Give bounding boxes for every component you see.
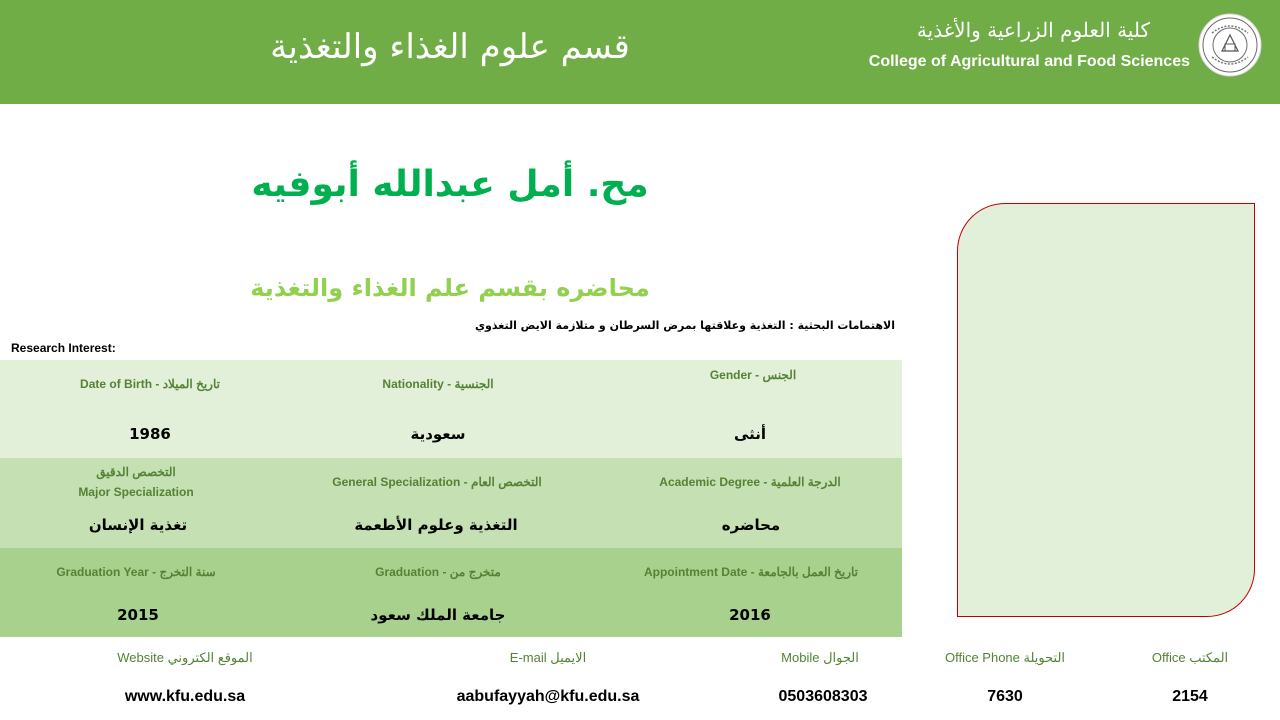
gender-label: Gender - الجنس (709, 368, 797, 382)
graduation-year-value: 2015 (117, 606, 159, 624)
major-specialization-label-english: Major Specialization (78, 485, 194, 499)
office-phone-value: 7630 (987, 688, 1023, 705)
research-interest-arabic: الاهتمامات البحثية : التغذية وعلاقتها بمرض السرطان و متلازمة الايض التغذوي (474, 319, 895, 332)
header-bar (0, 0, 1280, 104)
mobile-value: 0503608303 (778, 688, 868, 705)
office-phone-label: Office Phone التحويلة (944, 650, 1066, 665)
office-value: 2154 (1172, 688, 1208, 705)
college-name-arabic: كلية العلوم الزراعية والأغذية (916, 18, 1150, 42)
office-label: Office المكتب (1151, 650, 1229, 665)
major-specialization-value: تغذية الإنسان (88, 516, 188, 534)
photo-frame (957, 203, 1255, 617)
appointment-date-label: Appointment Date - تاريخ العمل بالجامعة (643, 565, 859, 579)
university-seal-icon (1198, 13, 1262, 77)
research-interest-label: Research Interest: (11, 341, 116, 355)
general-specialization-label: General Specialization - التخصص العام (332, 475, 542, 489)
nationality-label: Nationality - الجنسية (382, 377, 494, 391)
department-title: قسم علوم الغذاء والتغذية (270, 27, 630, 67)
website-label: Website الموقع الكتروني (117, 650, 253, 665)
graduation-year-label: Graduation Year - سنة التخرج (56, 565, 216, 579)
graduated-from-value: جامعة الملك سعود (370, 606, 506, 624)
faculty-position: محاضره بقسم علم الغذاء والتغذية (250, 274, 650, 302)
email-value[interactable]: aabufayyah@kfu.edu.sa (456, 688, 640, 705)
info-row-personal (0, 360, 902, 458)
faculty-name: مح. أمل عبدالله أبوفيه (251, 164, 649, 205)
appointment-date-value: 2016 (729, 606, 771, 624)
email-label: E-mail الايميل (509, 650, 587, 665)
website-value[interactable]: www.kfu.edu.sa (124, 688, 246, 705)
date-of-birth-label: Date of Birth - تاريخ الميلاد (80, 377, 220, 391)
mobile-label: Mobile الجوال (781, 650, 859, 665)
general-specialization-value: التغذية وعلوم الأطعمة (354, 516, 518, 534)
nationality-value: سعودية (410, 425, 466, 443)
major-specialization-label-arabic: التخصص الدقيق (96, 465, 176, 479)
gender-value: أنثى (733, 425, 767, 443)
academic-degree-label: Academic Degree - الدرجة العلمية (659, 475, 841, 489)
academic-degree-value: محاضره (721, 516, 781, 534)
graduated-from-label: Graduation - متخرج من (375, 565, 501, 579)
college-name-english: College of Agricultural and Food Sciences (868, 53, 1190, 70)
date-of-birth-value: 1986 (129, 425, 171, 443)
info-row-academic (0, 458, 902, 548)
info-row-history (0, 548, 902, 637)
